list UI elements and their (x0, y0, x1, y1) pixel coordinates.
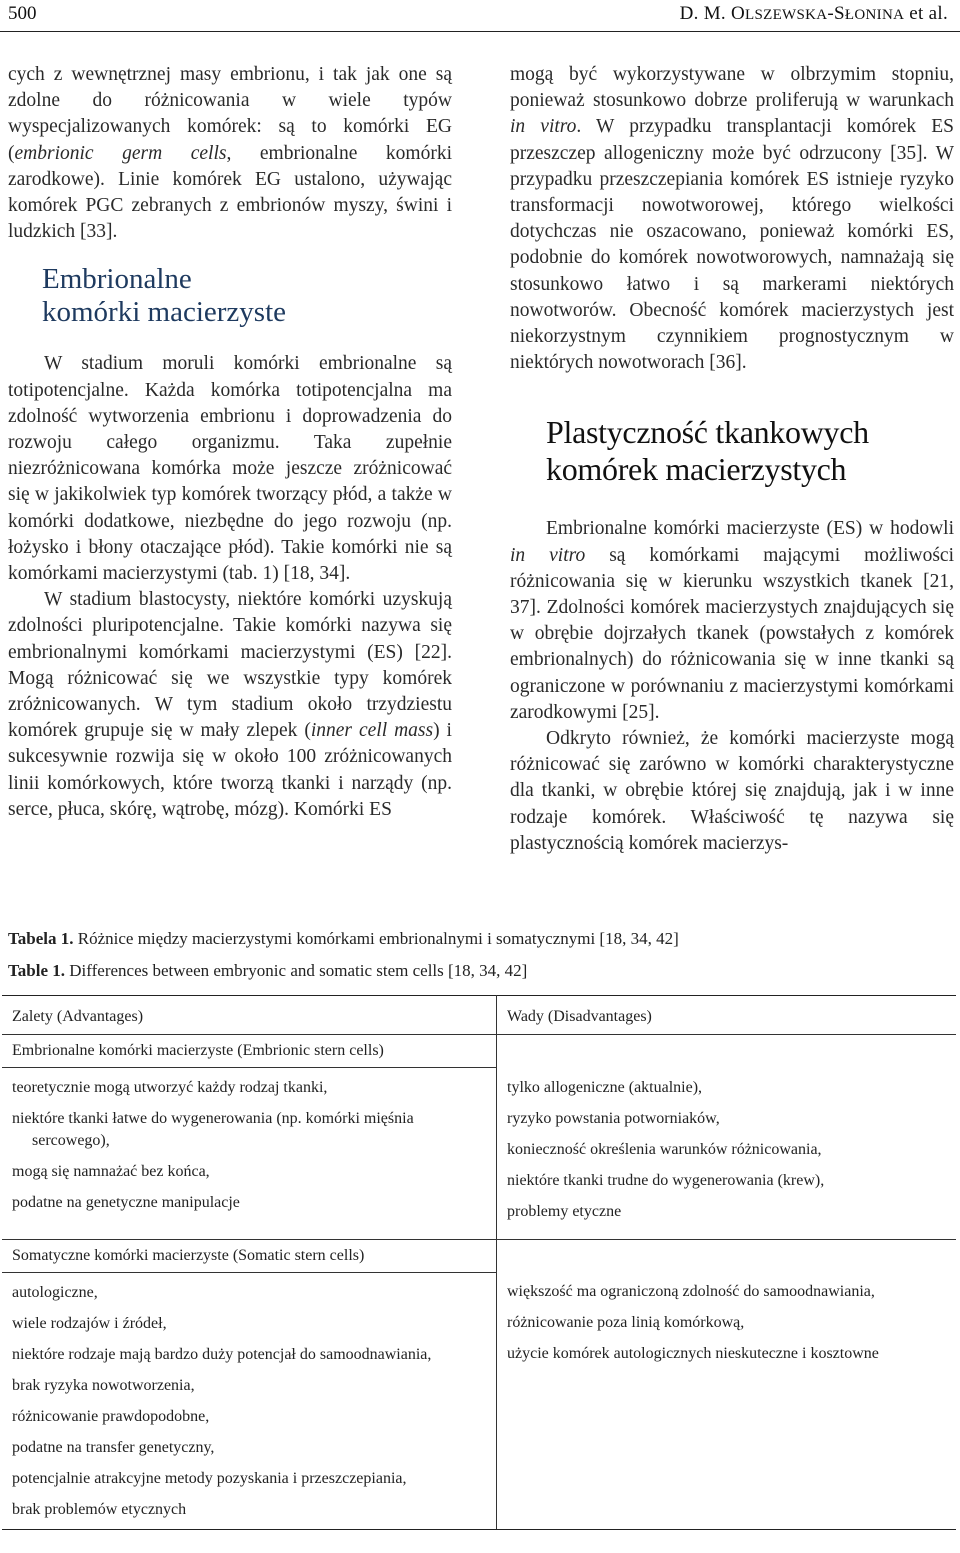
list-item: niektóre tkanki trudne do wygenerowania (krew), (507, 1171, 825, 1189)
header-advantages: Zalety (Advantages) (2, 996, 497, 1035)
text-run: W stadium blastocysty, niektóre komórki uzyskują zdolności pluripotencjalne. Takie komórki nazywa się embrionalnymi komórkami macierzystymi (ES) [22]. Mogą różnicować się we wszystkie typy komórek zróżnicowanych. W tym stadium około trzydziestu komórek grupuje się w mały zlepek ( (8, 589, 452, 742)
left-column (8, 62, 452, 823)
text-run: Embrionalne komórki macierzyste (ES) w hodowli (546, 518, 954, 540)
list-item: konieczność określenia warunków różnicowania, (507, 1140, 822, 1158)
list-item: problemy etyczne (507, 1202, 622, 1220)
advantages-cell (2, 1068, 497, 1240)
list-item: podatne na genetyczne manipulacje (12, 1194, 240, 1211)
section-title-embryonic: Embrionalne komórki macierzyste (Embrionic stern cells) (2, 1035, 497, 1068)
section-body-embryonic (2, 1068, 956, 1240)
list-item: podatne na transfer genetyczny, (12, 1438, 215, 1456)
section-blank (497, 1035, 957, 1068)
list-item: teoretycznie mogą utworzyć każdy rodzaj tkanki, (12, 1079, 328, 1096)
section-heading-embryonic (42, 263, 452, 329)
author-initials: D. M. O (679, 3, 746, 24)
section-blank (497, 1239, 957, 1272)
section-row-embryonic (2, 1035, 956, 1068)
text-run: są komórkami mającymi możliwości różnicowania się w kierunku wszystkich tkanek [21, 37]. Zdolności komórek macierzystych znajdujących się w obrębie dojrzałych tkanek (powstałych z komórek embrionalnych) do różnicowania się w inne tkanki są ograniczone w porównaniu z macierzystymi komórkami zarodkowymi [25]. (510, 544, 954, 723)
heading-line: Plastyczność tkankowych (546, 414, 869, 451)
disadvantages-cell (497, 1272, 957, 1529)
list-item: autologiczne, (12, 1283, 98, 1301)
section-row-somatic (2, 1239, 956, 1272)
list-item: ryzyko powstania potworniaków, (507, 1109, 720, 1127)
text-run: ) i sukcesywnie rozwija się w około 100 zróżnicowanych linii komórkowych, które tworzą tkanki i narządy (np. serce, płuca, skórę, wątrobę, mózg). Komórki ES (8, 720, 452, 820)
section-heading-plasticity (546, 414, 954, 488)
text-run: cych z wewnętrznej masy embrionu, i tak jak one są zdolne do różnicowania w wiele typów wyspecjalizowanych komórek: są to komórki EG ( (8, 64, 452, 164)
advantages-cell (2, 1272, 497, 1529)
author-surname-part1: LSZEWSKA (745, 7, 828, 23)
list-item: mogą się namnażać bez końca, (12, 1163, 210, 1180)
italic-term: in vitro (510, 116, 577, 138)
page-number: 500 (8, 3, 37, 24)
heading-line: Embrionalne (42, 263, 192, 296)
list-item: różnicowanie poza linią komórkową, (507, 1314, 745, 1331)
list-item: brak problemów etycznych (12, 1500, 187, 1518)
section-title-somatic: Somatyczne komórki macierzyste (Somatic stern cells) (2, 1239, 497, 1272)
right-paragraph-1 (510, 62, 954, 376)
caption-polish (8, 928, 948, 950)
italic-term: embrionic germ cells (14, 142, 227, 164)
left-paragraph-2: W stadium moruli komórki embrionalne są totipotencjalne. Każda komórka totipotencjalna ma zdolność wytworzenia embrionu i doprowadzenia do rozwoju całego organizmu. Taka zupełnie niezróżnicowana komórka może jeszcze zróżnicować się w jakikolwiek typ komórek tworzący płód, a także w komórki dodatkowe, niezbędne do jego rozwoju (np. łożysko i błony otaczające płód). Takie komórki nie są komórkami macierzystymi (tab. 1) [18, 34]. (8, 353, 452, 585)
running-header (8, 2, 948, 32)
author-etal: et al. (904, 3, 948, 24)
list-item: różnicowanie prawdopodobne, (12, 1407, 210, 1425)
caption-text: Differences between embryonic and somatic stem cells [18, 34, 42] (65, 961, 528, 980)
right-paragraph-3: Odkryto również, że komórki macierzyste mogą różnicować się zarówno w komórki charakterystyczne dla tkanki, w obrębie której się znajdują, jak i w inne rodzaje komórek. Właściwość tę nazywa się plastycznością komórek macierzys- (510, 728, 954, 854)
author-surname-hyphen: -S (827, 3, 845, 24)
disadvantages-cell (497, 1068, 957, 1240)
heading-line: komórek macierzystych (546, 451, 847, 488)
text-run: mogą być wykorzystywane w olbrzymim stopniu, ponieważ stosunkowo dobrze proliferują w warunkach (510, 64, 954, 112)
list-item: wiele rodzajów i źródeł, (12, 1314, 167, 1332)
right-column (510, 62, 954, 857)
heading-line: komórki macierzyste (42, 296, 286, 329)
caption-label: Table 1. (8, 961, 66, 980)
text-run: . W przypadku transplantacji komórek ES przeszczep allogeniczny może być odrzucony [35]. W przypadku przeszczepiania komórek ES istnieje ryzyko transformacji nowotworowej, którego wielkości dotychczas nie oszacowano, ponieważ komórki ES, podobnie do komórek nowotworowych, namnażają się stosunkowo łatwo i są markerami niektórych nowotworów. Obecność komórek macierzystych jest niekorzystnym czynnikiem prognostycznym w niektórych nowotworach [36]. (510, 116, 954, 374)
list-item: użycie komórek autologicznych nieskuteczne i kosztowne (507, 1345, 879, 1362)
caption-label: Tabela 1. (8, 929, 74, 948)
list-item: niektóre tkanki łatwe do wygenerowania (np. komórki mięśnia sercowego), (12, 1110, 414, 1149)
caption-text: Różnice między macierzystymi komórkami embrionalnymi i somatycznymi [18, 34, 42] (73, 929, 679, 948)
section-body-somatic (2, 1272, 956, 1529)
header-rule (0, 31, 960, 32)
comparison-table (2, 995, 956, 1530)
table-captions (8, 928, 948, 992)
right-paragraph-2 (510, 516, 954, 726)
list-item: niektóre rodzaje mają bardzo duży potencjał do samoodnawiania, (12, 1345, 432, 1363)
italic-term: in vitro (510, 544, 586, 566)
author-surname-part2: ŁONINA (844, 7, 905, 23)
header-disadvantages: Wady (Disadvantages) (497, 996, 957, 1035)
running-author (680, 2, 948, 27)
left-paragraph-3 (8, 587, 452, 823)
left-paragraph-1 (8, 62, 452, 245)
list-item: brak ryzyka nowotworzenia, (12, 1376, 195, 1394)
italic-term: inner cell mass (310, 720, 434, 742)
text-run: , embrionalne komórki zarodkowe). Linie komórek EG ustalono, używając komórek PGC zebranych z embrionów myszy, świni i ludzkich [33]. (8, 142, 452, 243)
list-item: potencjalnie atrakcyjne metody pozyskania i przeszczepiania, (12, 1469, 407, 1487)
table-header-row (2, 996, 956, 1035)
caption-english (8, 960, 948, 982)
list-item: większość ma ograniczoną zdolność do samoodnawiania, (507, 1283, 875, 1300)
list-item: tylko allogeniczne (aktualnie), (507, 1078, 703, 1096)
